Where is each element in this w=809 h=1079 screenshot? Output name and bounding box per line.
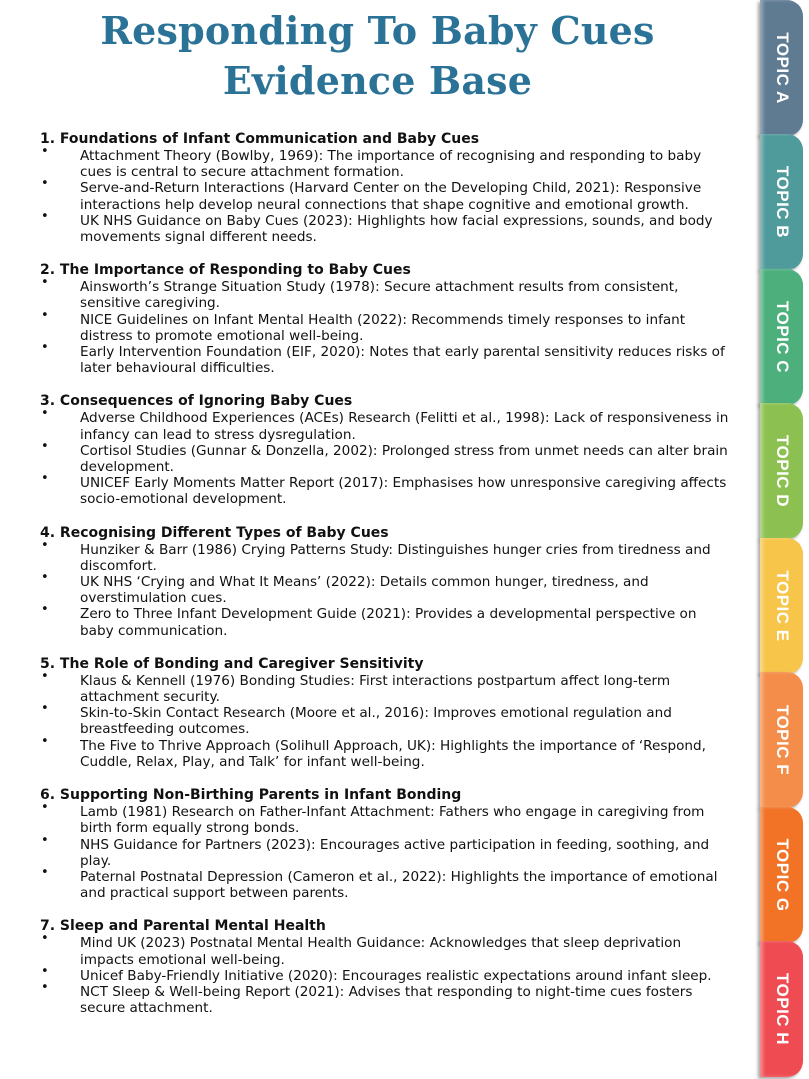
bullet-icon: • — [41, 144, 49, 159]
bullet-icon: • — [41, 406, 49, 422]
bullet-icon: • — [41, 176, 49, 192]
list-item — [40, 537, 732, 574]
tab-topic-d[interactable] — [760, 403, 803, 539]
list-item — [40, 144, 732, 181]
list-item-text: Serve-and-Return Interactions (Harvard Center on the Developing Child, 2021): Responsive interactions help develop neural connections that shape cognitive and emotional growth. — [80, 180, 702, 213]
tab-label: TOPIC F — [772, 704, 792, 776]
title-line-2: Evidence Base — [222, 58, 533, 103]
list-item — [40, 406, 732, 443]
bullet-icon: • — [41, 275, 49, 291]
section-heading: 5. The Role of Bonding and Caregiver Sensitivity — [40, 655, 424, 672]
list-item — [40, 979, 732, 1017]
list-item-text: Lamb (1981) Research on Father-Infant Attachment: Fathers who engage in caregiving from birth form equally strong bonds. — [80, 804, 705, 837]
section-2 — [40, 261, 732, 376]
bullet-icon: • — [41, 963, 49, 979]
tab-label: TOPIC C — [772, 300, 792, 374]
list-item — [40, 963, 732, 984]
list-item-text: Mind UK (2023) Postnatal Mental Health Guidance: Acknowledges that sleep deprivation impacts emotional well-being. — [80, 935, 682, 968]
list-item-text: Hunziker & Barr (1986) Crying Patterns Study: Distinguishes hunger cries from tiredness and discomfort. — [80, 541, 711, 574]
section-heading: 4. Recognising Different Types of Baby Cues — [40, 524, 389, 541]
tab-topic-e[interactable] — [760, 538, 803, 674]
tab-topic-a[interactable] — [760, 0, 803, 136]
list-item-text: Unicef Baby-Friendly Initiative (2020): Encourages realistic expectations around infant sleep. — [80, 967, 712, 984]
list-item-text: Ainsworth’s Strange Situation Study (1978): Secure attachment results from consistent, sensitive caregiving. — [80, 279, 679, 312]
list-item-text: Adverse Childhood Experiences (ACEs) Research (Felitti et al., 1998): Lack of responsiveness in infancy can lead to stress dysregulation. — [80, 410, 729, 443]
list-item-text: Klaus & Kennell (1976) Bonding Studies: First interactions postpartum affect long-term attachment security. — [80, 672, 671, 706]
list-item — [40, 931, 732, 968]
list-item — [40, 668, 732, 706]
list-item — [40, 208, 732, 246]
bullet-icon: • — [41, 537, 49, 553]
list-item-text: The Five to Thrive Approach (Solihull Approach, UK): Highlights the importance of ‘Respond, Cuddle, Relax, Play, and Talk’ for infant well-being. — [80, 737, 706, 770]
list-item — [40, 864, 732, 902]
list-item — [40, 701, 732, 738]
bullet-icon: • — [41, 832, 49, 848]
section-1 — [40, 130, 732, 245]
section-heading: 6. Supporting Non-Birthing Parents in Infant Bonding — [40, 787, 462, 804]
tab-label: TOPIC G — [772, 838, 792, 912]
section-5 — [40, 655, 732, 770]
bullet-icon: • — [41, 864, 49, 880]
list-item-text: Early Intervention Foundation (EIF, 2020): Notes that early parental sensitivity reduces risks of later behavioural difficulties. — [80, 344, 725, 377]
evidence-list — [40, 130, 732, 1032]
list-item — [40, 800, 732, 837]
tab-label: TOPIC D — [772, 434, 792, 508]
list-item-text: NICE Guidelines on Infant Mental Health (2022): Recommends timely responses to infant distress to promote emotional well-being. — [80, 311, 686, 344]
page-title — [0, 6, 755, 106]
list-item-text: Zero to Three Infant Development Guide (2021): Provides a developmental perspective on baby communication. — [80, 606, 697, 639]
list-item — [40, 570, 732, 607]
bullet-icon: • — [41, 570, 49, 586]
list-item-text: UK NHS Guidance on Baby Cues (2023): Highlights how facial expressions, sounds, and body movements signal different needs. — [80, 212, 713, 246]
bullet-icon: • — [41, 733, 49, 749]
list-item-text: NHS Guidance for Partners (2023): Encourages active participation in feeding, soothing, and play. — [80, 836, 710, 869]
section-6 — [40, 786, 732, 901]
bullet-icon: • — [41, 438, 49, 454]
section-heading: 2. The Importance of Responding to Baby Cues — [40, 262, 411, 279]
bullet-icon: • — [41, 307, 49, 323]
list-item — [40, 471, 732, 508]
list-item — [40, 340, 732, 377]
section-heading: 7. Sleep and Parental Mental Health — [40, 918, 326, 935]
list-item — [40, 438, 732, 476]
list-item — [40, 733, 732, 770]
section-3 — [40, 392, 732, 507]
bullet-icon: • — [41, 800, 49, 816]
bullet-icon: • — [41, 979, 49, 995]
section-7 — [40, 917, 732, 1016]
tab-topic-b[interactable] — [760, 134, 803, 270]
bullet-icon: • — [41, 931, 49, 947]
list-item-text: Cortisol Studies (Gunnar & Donzella, 2002): Prolonged stress from unmet needs can alter brain development. — [80, 442, 728, 476]
list-item — [40, 307, 732, 344]
list-item-text: NCT Sleep & Well-being Report (2021): Advises that responding to night-time cues fosters secure attachment. — [80, 983, 693, 1017]
section-heading: 3. Consequences of Ignoring Baby Cues — [40, 393, 353, 410]
list-item — [40, 275, 732, 312]
bullet-icon: • — [41, 668, 49, 684]
bullet-icon: • — [41, 208, 49, 224]
list-item-text: Attachment Theory (Bowlby, 1969): The importance of recognising and responding to baby cues is central to secure attachment formation. — [80, 148, 702, 181]
tab-topic-g[interactable] — [760, 807, 803, 943]
list-item — [40, 602, 732, 639]
bullet-icon: • — [41, 471, 49, 487]
bullet-icon: • — [41, 340, 49, 356]
list-item-text: Paternal Postnatal Depression (Cameron et al., 2022): Highlights the importance of emotional and practical support between parents. — [80, 868, 718, 902]
bullet-icon: • — [41, 602, 49, 618]
bullet-icon: • — [41, 701, 49, 717]
tab-label: TOPIC E — [772, 570, 792, 642]
topic-tabs — [760, 0, 809, 1079]
tab-label: TOPIC H — [772, 972, 792, 1046]
tab-label: TOPIC A — [772, 32, 792, 104]
tab-topic-h[interactable] — [760, 941, 803, 1077]
list-item — [40, 176, 732, 213]
list-item — [40, 832, 732, 869]
section-heading: 1. Foundations of Infant Communication and Baby Cues — [40, 131, 480, 147]
title-line-1: Responding To Baby Cues — [100, 8, 655, 53]
list-item-text: UNICEF Early Moments Matter Report (2017): Emphasises how unresponsive caregiving affects socio-emotional development. — [80, 475, 727, 508]
list-item-text: UK NHS ‘Crying and What It Means’ (2022): Details common hunger, tiredness, and overstimulation cues. — [80, 574, 649, 607]
tab-topic-f[interactable] — [760, 672, 803, 808]
list-item-text: Skin-to-Skin Contact Research (Moore et al., 2016): Improves emotional regulation and breastfeeding outcomes. — [80, 705, 672, 738]
tab-label: TOPIC B — [772, 165, 792, 239]
section-4 — [40, 524, 732, 639]
tab-topic-c[interactable] — [760, 269, 803, 405]
